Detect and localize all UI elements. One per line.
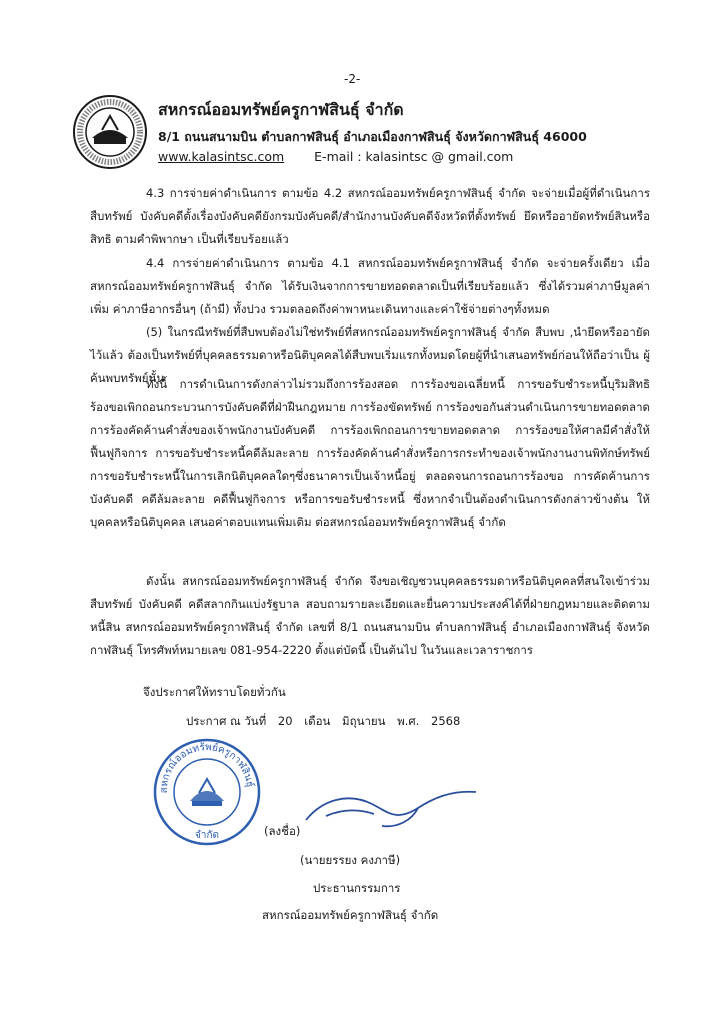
org-name: สหกรณ์ออมทรัพย์ครูกาฬสินธุ์ จำกัด — [158, 100, 404, 119]
invitation-paragraph: ดังนั้น สหกรณ์ออมทรัพย์ครูกาฬสินธุ์ จำกัด จึงขอเชิญชวนบุคคลธรรมดาหรือนิติบุคคลที่สนใจเข้าร่วม สืบทรัพย์ บังคับคดี คดีสลากกินแบ่งรัฐบาล สอบถามรายละเอียดและยื่นความประสงค์ได้ที่ฝ่ายกฎหมายและติดตามหนี้สิน สหกรณ์ออมทรัพย์ครูกาฬสินธุ์ จำกัด เลขที่ 8/1 ถนนสนามบิน ตำบลกาฬสินธุ์ อำเภอเมืองกาฬสินธุ์ จังหวัดกาฬสินธุ์ โทรศัพท์หมายเลข 081-954-2220 ตั้งแต่บัดนี้ เป็นต้นไป ในวันและเวลาราชการ — [90, 574, 650, 657]
org-address: 8/1 ถนนสนามบิน ตำบลกาฬสินธุ์ อำเภอเมืองกาฬสินธุ์ จังหวัดกาฬสินธุ์ 46000 — [158, 129, 587, 144]
svg-text:สหกรณ์ออมทรัพย์ครูกาฬสินธุ์: สหกรณ์ออมทรัพย์ครูกาฬสินธุ์ — [158, 742, 255, 794]
exclusions-paragraph: ทั้งนี้ การดำเนินการดังกล่าวไม่รวมถึงการร้องสอด การร้องขอเฉลี่ยหนี้ การขอรับชำระหนี้บุริมสิทธิ ร้องขอเพิกถอนกระบวนการบังคับคดีที่ฝ่าฝืนกฎหมาย การร้องขัดทรัพย์ การร้องขอกันส่วนดำเนินการขายทอดตลาด การร้องคัดค้านคำสั่งของเจ้าพนักงานบังคับคดี การร้องเพิกถอนการขายทอดตลาด การร้องขอให้ศาลมีคำสั่งให้ฟื้นฟูกิจการ การขอรับชำระหนี้คดีล้มละลาย การร้องคัดค้านคำสั่งหรือการกระทำของเจ้าพนักงานงานพิทักษ์ทรัพย์ การขอรับชำระหนี้ในการเลิกนิติบุคคลใดๆซึ่งธนาคารเป็นเจ้าหนี้อยู่ ตลอดจนการถอนการร้องขอ การคัดค้านการบังคับคดี คดีล้มละลาย คดีฟื้นฟูกิจการ หรือการขอรับชำระหนี้ ซึ่งหากจำเป็นต้องดำเนินการดังกล่าวข้างต้น ให้บุคคลหรือนิติบุคคล เสนอค่าตอบแทนเพิ่มเติม ต่อสหกรณ์ออมทรัพย์ครูกาฬสินธุ์ จำกัด — [90, 377, 650, 529]
clause-4-3: 4.3 การจ่ายค่าดำเนินการ ตามข้อ 4.2 สหกรณ์ออมทรัพย์ครูกาฬสินธุ์ จำกัด จะจ่ายเมื่อผู้ที่ดำเนินการสืบทรัพย์ บังคับคดีตั้งเรื่องบังคับคดียังกรมบังคับคดี/สำนักงานบังคับคดีจังหวัดที่ตั้งทรัพย์ ยึดหรืออายัดทรัพย์สินหรือสิทธิ ตามคำพิพากษา เป็นที่เรียบร้อยแล้ว — [90, 186, 650, 246]
page-number: -2- — [344, 72, 361, 86]
signature-scribble — [300, 770, 485, 835]
clause-4-4: 4.4 การจ่ายค่าดำเนินการ ตามข้อ 4.1 สหกรณ์ออมทรัพย์ครูกาฬสินธุ์ จำกัด จะจ่ายครั้งเดียว เมื่อสหกรณ์ออมทรัพย์ครูกาฬสินธุ์ จำกัด ได้รับเงินจากการขายทอดตลาดเป็นที่เรียบร้อยแล้ว ซึ่งได้รวมค่าภาษีมูลค่าเพิ่ม ค่าภาษีอากรอื่นๆ (ถ้ามี) ทั้งปวง รวมตลอดถึงค่าพาหนะเดินทางและค่าใช้จ่ายต่างๆทั้งหมด — [90, 256, 650, 316]
clause-5: (5) ในกรณีทรัพย์ที่สืบพบต้องไม่ใช่ทรัพย์ที่สหกรณ์ออมทรัพย์ครูกาฬสินธุ์ จำกัด สืบพบ ,นำยึดหรืออายัดไว้แล้ว ต้องเป็นทรัพย์ที่บุคคลธรรมดาหรือนิติบุคคลได้สืบพบเริ่มแรกทั้งหมดโดยผู้ที่นำเสนอทรัพย์ก่อนให้ถือว่าเป็น ผู้ค้นพบทรัพย์นั้น — [90, 325, 650, 385]
cooperative-stamp — [152, 737, 262, 847]
signer-name: (นายยรรยง คงภาษี) — [300, 853, 401, 867]
date-line: ประกาศ ณ วันที่ 20 เดือน มิถุนายน พ.ศ. 2568 — [186, 714, 461, 728]
announcement-line: จึงประกาศให้ทราบโดยทั่วกัน — [143, 685, 286, 699]
contact-line — [158, 149, 513, 164]
sign-label: (ลงชื่อ) — [264, 824, 301, 838]
email-text: E-mail : kalasintsc @ gmail.com — [314, 149, 514, 164]
signer-organization: สหกรณ์ออมทรัพย์ครูกาฬสินธุ์ จำกัด — [262, 908, 439, 922]
signer-position: ประธานกรรมการ — [313, 881, 401, 895]
cooperative-logo — [72, 94, 148, 170]
svg-text:จำกัด: จำกัด — [194, 830, 220, 841]
website-link[interactable]: www.kalasintsc.com — [158, 149, 285, 164]
